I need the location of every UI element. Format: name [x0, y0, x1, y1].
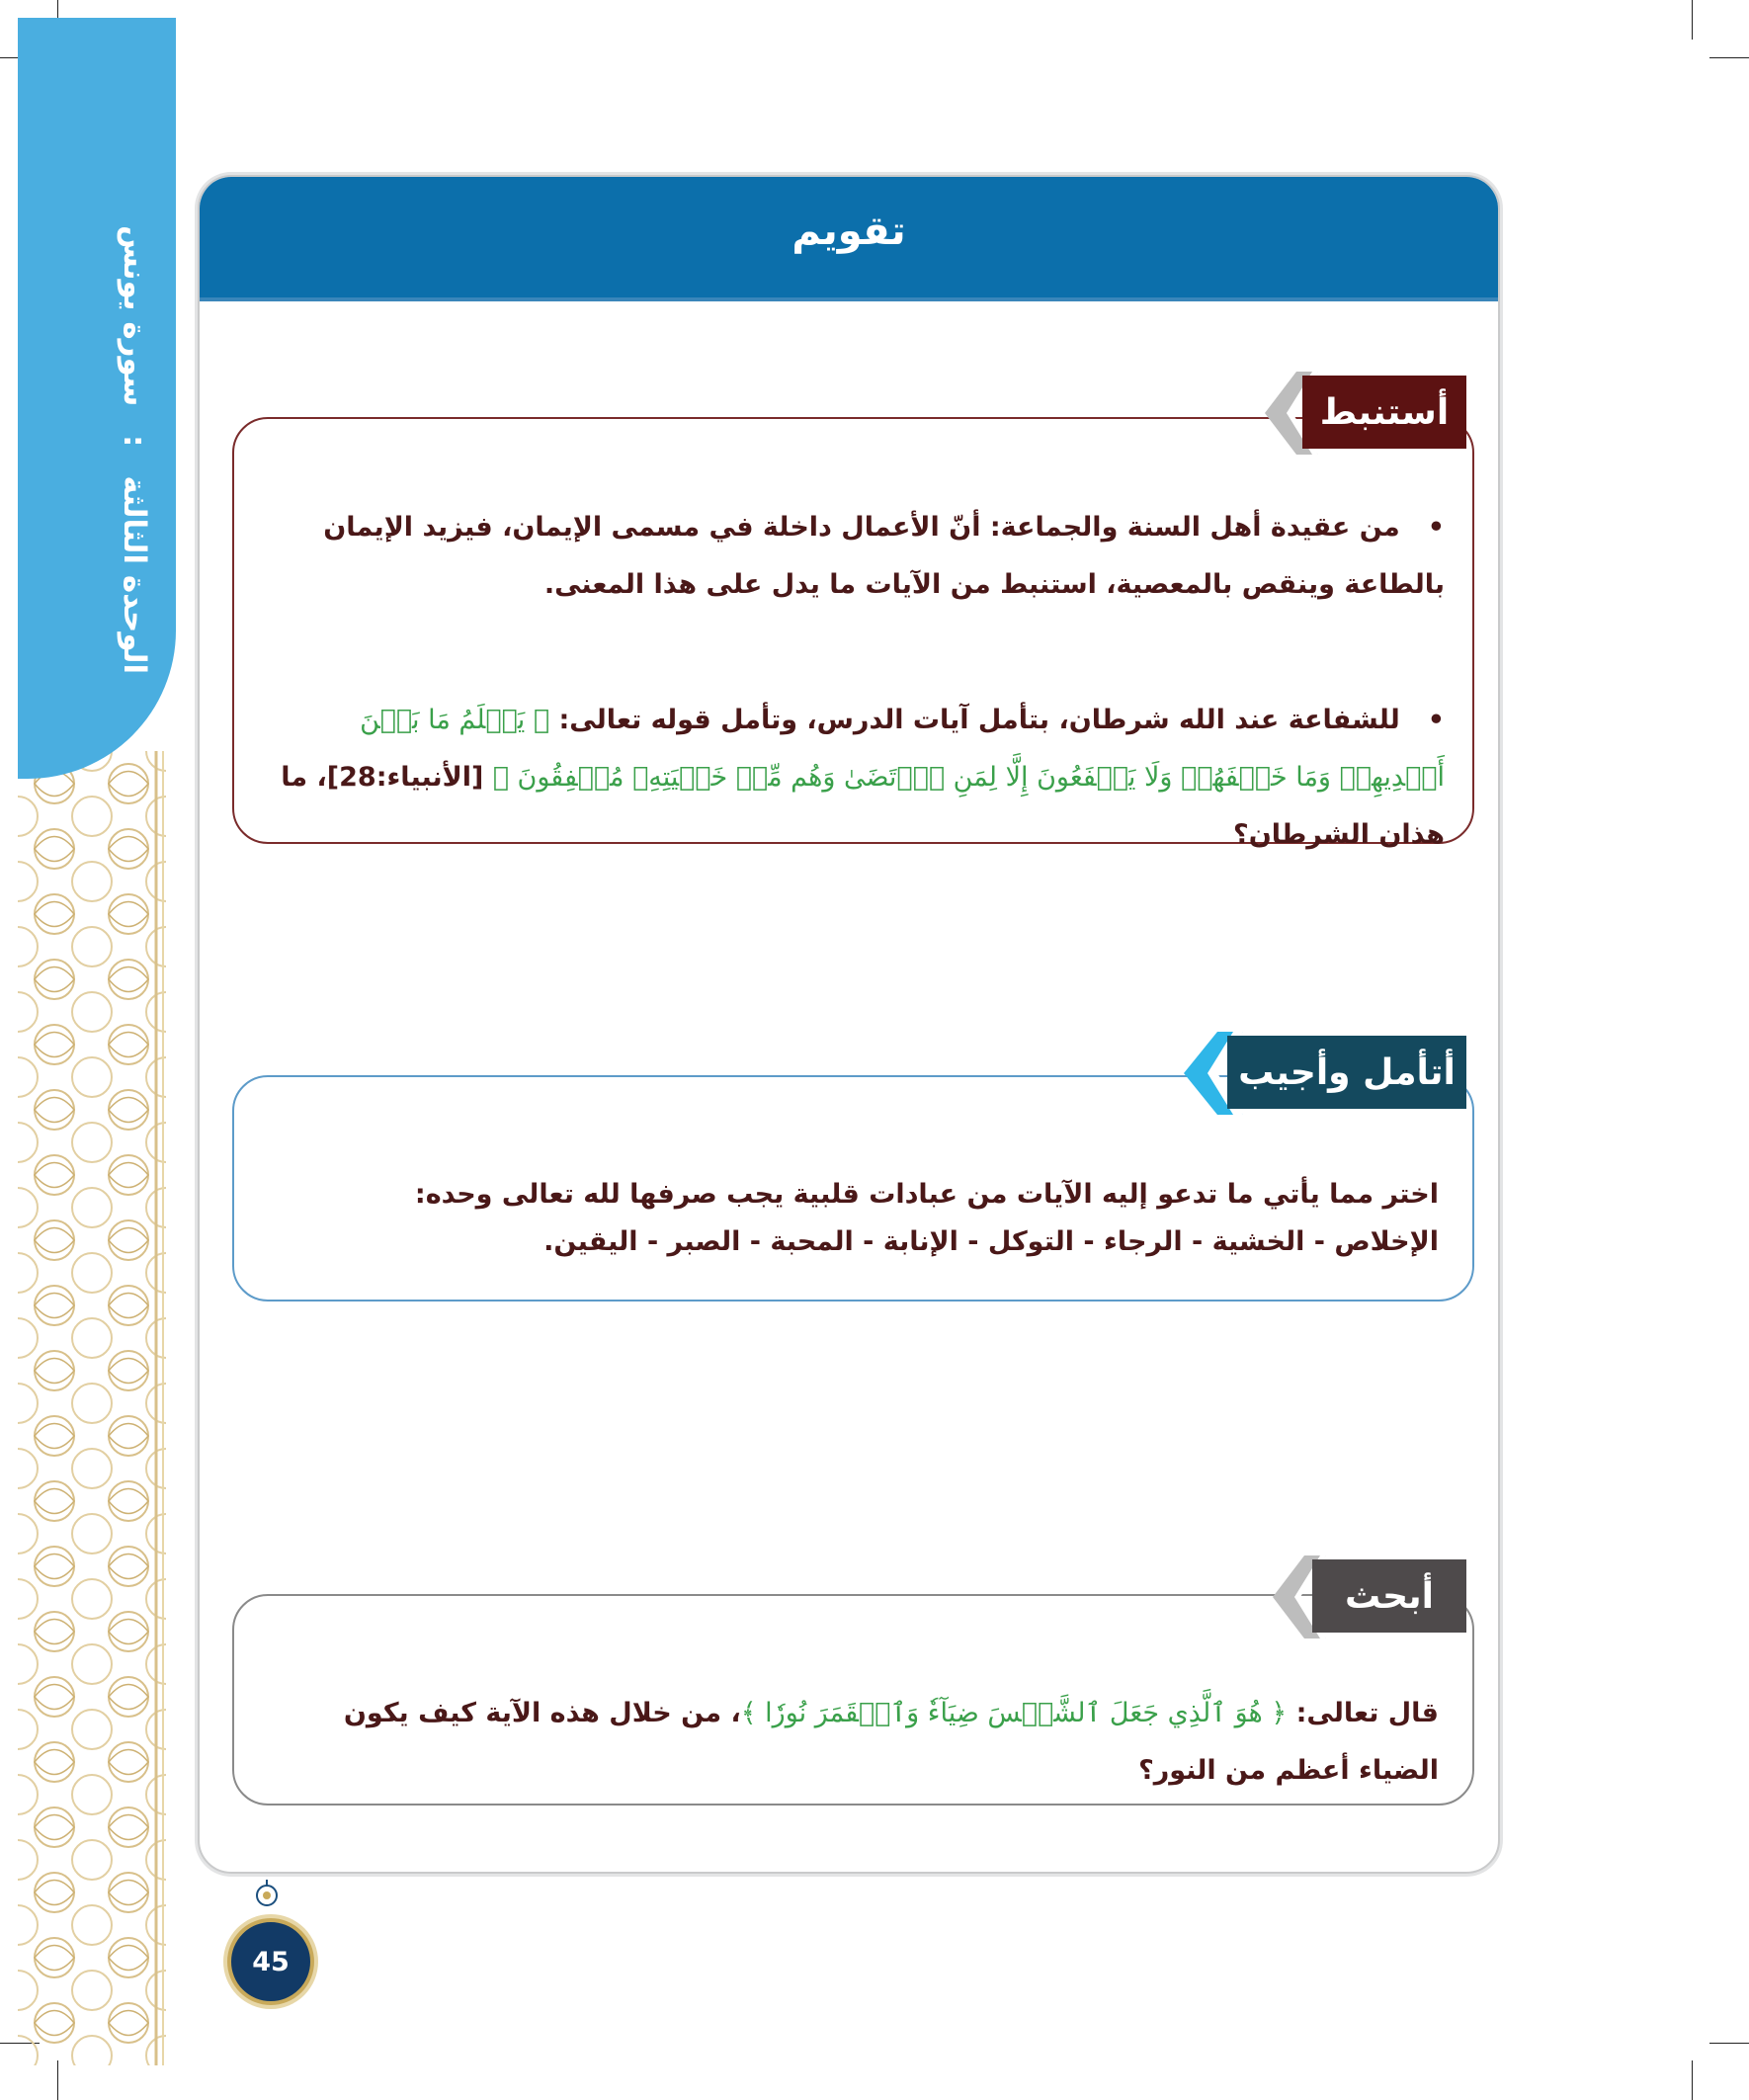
istanbit-label: أستنبط	[1302, 376, 1466, 449]
bullet-dot: •	[1427, 705, 1445, 735]
unit-side-tab-label	[117, 225, 152, 674]
abhath-intro: قال تعالى:	[1295, 1698, 1439, 1728]
verse-reference: [الأنبياء:28]،	[316, 762, 484, 793]
crop-mark	[1709, 2043, 1749, 2044]
abhath-label: أبحث	[1312, 1559, 1466, 1633]
istanbit-bullet-1	[259, 499, 1445, 614]
crop-mark	[1692, 0, 1693, 40]
card-header	[200, 177, 1498, 301]
crop-mark	[1709, 57, 1749, 58]
page-ornament-icon	[252, 1878, 282, 1911]
quran-verse-yunus: ﴿ هُوَ ٱلَّذِي جَعَلَ ٱلشَّمۡسَ ضِيَآءٗ وَٱلۡقَمَرَ نُورٗا ﴾	[740, 1698, 1288, 1728]
unit-title: الوحدة الثالثة	[117, 475, 152, 675]
istanbit-bullet-2	[259, 692, 1445, 864]
abhath-question: ، من خلال هذه الآية كيف يكون الضياء أعظم من النور؟	[343, 1698, 1439, 1786]
page-title: تقويم	[791, 209, 906, 254]
surah-title: سورة يونس	[117, 225, 152, 407]
istanbit-question: ما هذان الشرطان؟	[281, 762, 1445, 850]
taammal-line-1: اختر مما يأتي ما تدعو إليه الآيات من عبادات قلبية يجب صرفها لله تعالى وحده:	[414, 1179, 1439, 1210]
bullet-dot: •	[1427, 512, 1445, 543]
abhath-paragraph	[259, 1685, 1439, 1800]
crop-mark	[1692, 2060, 1693, 2100]
istanbit-bullet-2-intro: للشفاعة عند الله شرطان، بتأمل آيات الدرس، وتأمل قوله تعالى:	[558, 705, 1400, 735]
quran-verse-anbiya: ﴿ يَعۡلَمُ مَا بَيۡنَ أَيۡدِيهِمۡ وَمَا خَلۡفَهُمۡ وَلَا يَشۡفَعُونَ إِلَّا لِمَنِ ٱرۡتَضَىٰ وَهُم مِّنۡ خَشۡيَتِهِۦ مُشۡفِقُونَ ﴾	[360, 705, 1445, 793]
unit-side-tab	[18, 18, 176, 779]
taammal-label: أتأمل وأجيب	[1227, 1036, 1466, 1109]
istanbit-bullet-1-text: من عقيدة أهل السنة والجماعة: أنّ الأعمال داخلة في مسمى الإيمان، فيزيد الإيمان بالطاعة وينقص بالمعصية، استنبط من الآيات ما يدل على هذا المعنى.	[323, 512, 1445, 600]
taammal-line-2: الإخلاص - الخشية - الرجاء - التوكل - الإنابة - المحبة - الصبر - اليقين.	[543, 1226, 1439, 1257]
unit-separator: :	[117, 435, 152, 448]
page-number: 45	[227, 1918, 314, 2005]
ornament-border	[18, 751, 166, 2065]
crop-mark	[57, 2060, 58, 2100]
